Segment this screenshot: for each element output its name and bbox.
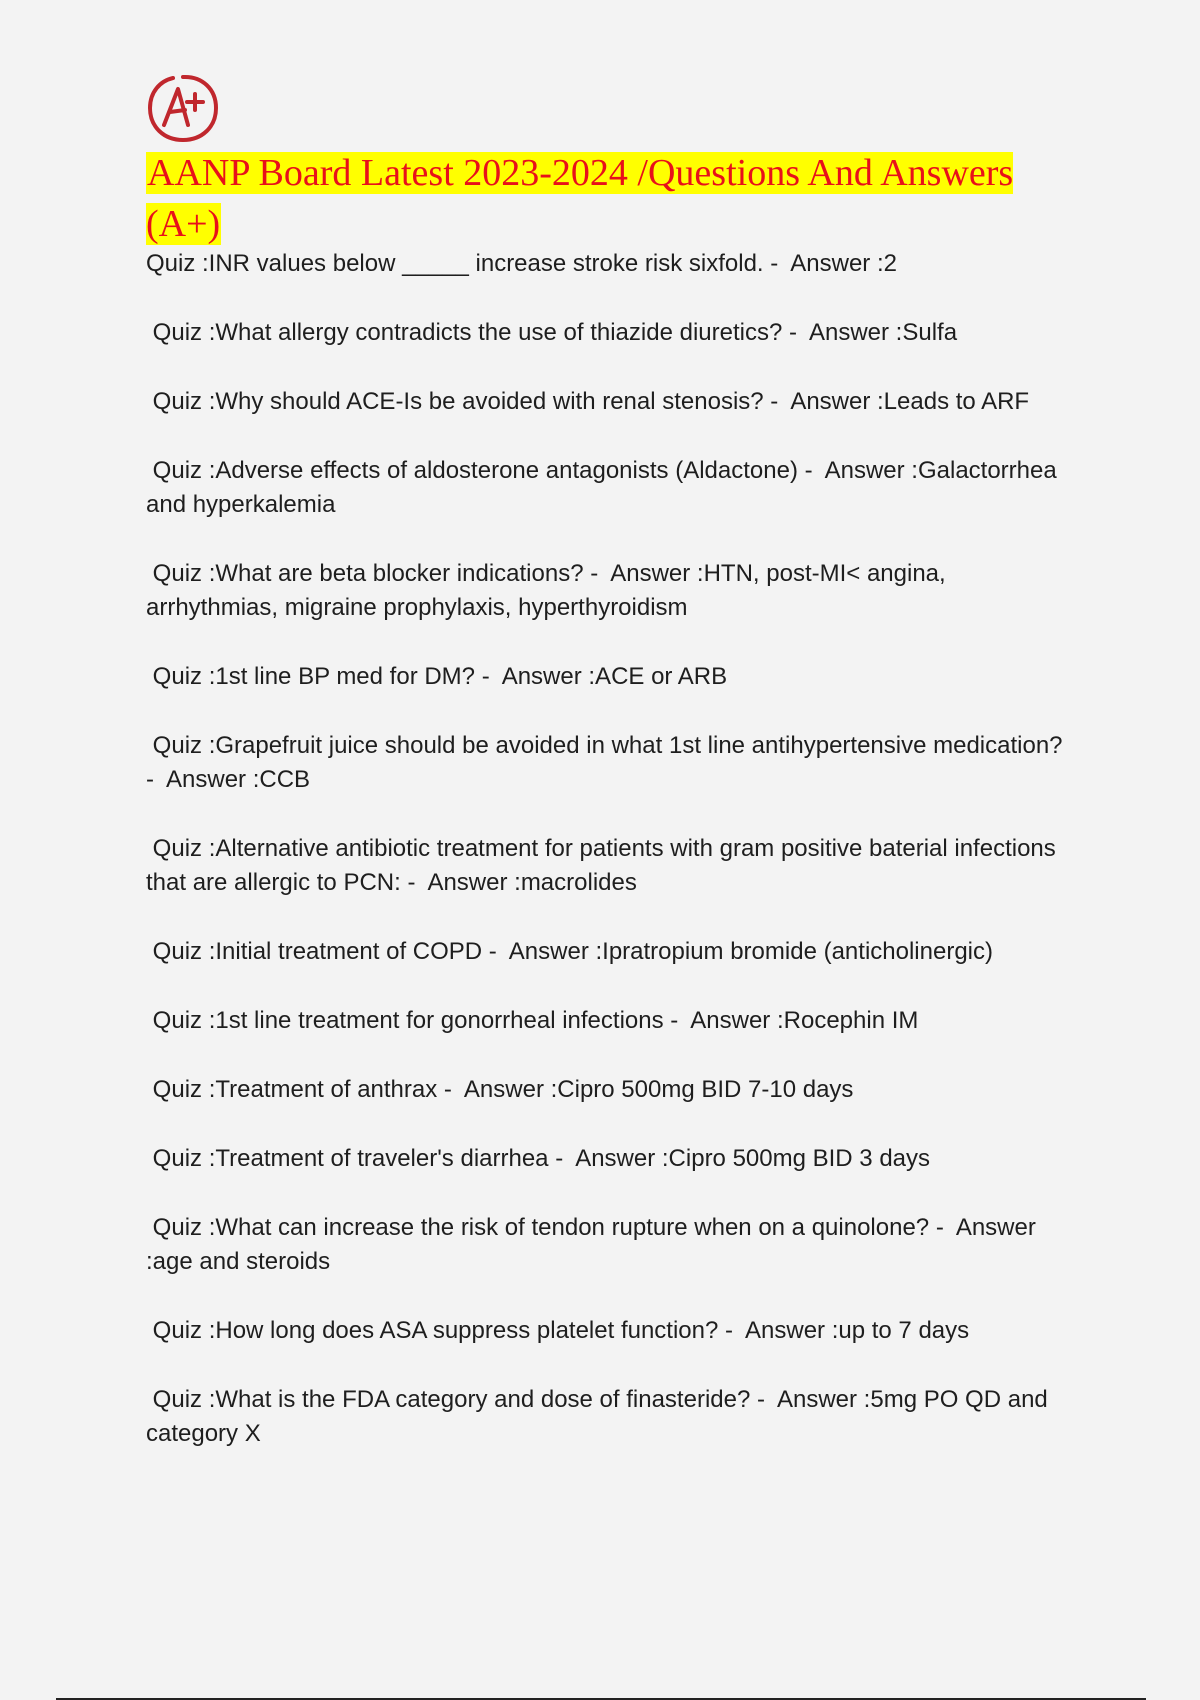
qa-item: Quiz :INR values below _____ increase stroke risk sixfold. - Answer :2	[146, 250, 897, 277]
qa-item: Quiz :Initial treatment of COPD - Answer :Ipratropium bromide (anticholinergic)	[146, 938, 993, 965]
qa-item: Quiz :What are beta blocker indications? - Answer :HTN, post-MI< angina, arrhythmias, migraine prophylaxis, hyperthyroidism	[146, 560, 953, 621]
qa-item: Quiz :Alternative antibiotic treatment for patients with gram positive baterial infections that are allergic to PCN: - Answer :macrolides	[146, 835, 1063, 896]
qa-item: Quiz :Treatment of anthrax - Answer :Cipro 500mg BID 7-10 days	[146, 1076, 854, 1103]
document-title	[146, 148, 1046, 250]
qa-item: Quiz :What allergy contradicts the use of thiazide diuretics? - Answer :Sulfa	[146, 319, 958, 346]
a-plus-grade-icon	[145, 72, 221, 144]
qa-item: Quiz :1st line treatment for gonorrheal infections - Answer :Rocephin IM	[146, 1007, 919, 1034]
qa-item: Quiz :Treatment of traveler's diarrhea - Answer :Cipro 500mg BID 3 days	[146, 1145, 931, 1172]
qa-item: Quiz :Adverse effects of aldosterone antagonists (Aldactone) - Answer :Galactorrhea and hyperkalemia	[146, 457, 1064, 518]
qa-list	[146, 247, 1070, 1451]
title-highlight: AANP Board Latest 2023-2024 /Questions And Answers (A+)	[146, 152, 1014, 245]
qa-item: Quiz :How long does ASA suppress platelet function? - Answer :up to 7 days	[146, 1317, 970, 1344]
qa-item: Quiz :What is the FDA category and dose of finasteride? - Answer :5mg PO QD and category X	[146, 1386, 1055, 1447]
qa-item: Quiz :1st line BP med for DM? - Answer :ACE or ARB	[146, 663, 728, 690]
logo-text: A+	[145, 72, 147, 73]
qa-item: Quiz :What can increase the risk of tendon rupture when on a quinolone? - Answer :age and steroids	[146, 1214, 1043, 1275]
qa-item: Quiz :Why should ACE-Is be avoided with renal stenosis? - Answer :Leads to ARF	[146, 388, 1030, 415]
qa-item: Quiz :Grapefruit juice should be avoided in what 1st line antihypertensive medication? - Answer :CCB	[146, 732, 1070, 793]
